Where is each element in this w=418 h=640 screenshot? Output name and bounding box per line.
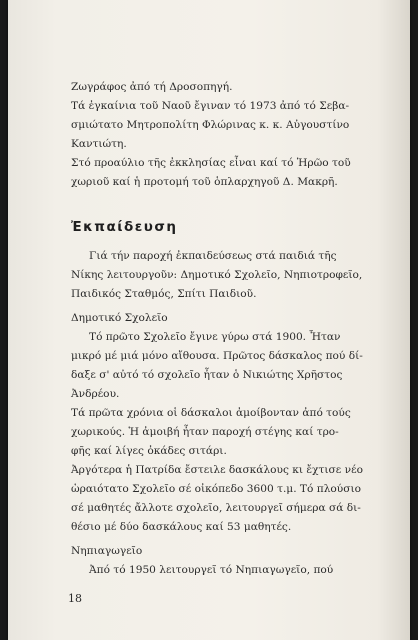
page-content (71, 78, 376, 580)
text-line: Ἀπό τό 1950 λειτουργεῖ τό Νηπιαγωγεῖο, πού (89, 564, 334, 576)
subheading-primary-school: Δημοτικό Σχολεῖο (71, 312, 168, 324)
text-line: Νίκης λειτουργοῦν: Δημοτικό Σχολεῖο, Νηπιοτροφεῖο, (71, 269, 363, 281)
subheading-kindergarten: Νηπιαγωγεῖο (71, 545, 143, 557)
text-line: σμιώτατο Μητροπολίτη Φλώρινας κ. κ. Αὐγουστίνο (71, 119, 350, 131)
page-number: 18 (68, 592, 82, 605)
text-line: δαξε σ' αὐτό τό σχολεῖο ἦταν ὁ Νικιώτης Χρῆστος (71, 369, 343, 381)
text-line: Τό πρῶτο Σχολεῖο ἔγινε γύρω στά 1900. Ἦταν (89, 331, 341, 343)
text-line: μικρό μέ μιά μόνο αἴθουσα. Πρῶτος δάσκαλος πού δί- (71, 350, 363, 362)
book-page (8, 0, 410, 640)
text-line: χωρικούς. Ἡ ἀμοιβή ἦταν παροχή στέγης καί τρο- (71, 426, 339, 438)
intro-line: Ζωγράφος ἀπό τή Δροσοπηγή. (71, 81, 233, 93)
new-school-paragraph (71, 461, 376, 537)
teacher-pay-paragraph (71, 404, 376, 461)
text-line: Τά ἐγκαίνια τοῦ Ναοῦ ἔγιναν τό 1973 ἀπό τό Σεβα- (71, 100, 350, 112)
text-line: ὡραιότατο Σχολεῖο σέ οἰκόπεδο 3600 τ.μ. Τό πλούσιο (71, 483, 361, 495)
text-line: Γιά τήν παροχή ἐκπαιδεύσεως στά παιδιά τῆς (89, 250, 337, 262)
text-line: Ἀνδρέου. (71, 388, 120, 400)
inauguration-paragraph (71, 97, 376, 154)
text-line: Στό προαύλιο τῆς ἐκκλησίας εἶναι καί τό Ἡρῶο τοῦ (71, 157, 351, 169)
text-line: Παιδικός Σταθμός, Σπίτι Παιδιοῦ. (71, 288, 257, 300)
text-line: Καντιώτη. (71, 138, 127, 150)
text-line: φῆς καί λίγες ὀκάδες σιτάρι. (71, 445, 227, 457)
text-line: χωριοῦ καί ἡ προτομή τοῦ ὁπλαρχηγοῦ Δ. Μακρῆ. (71, 176, 338, 188)
text-line: Τά πρῶτα χρόνια οἱ δάσκαλοι ἀμοίβονταν ἀπό τούς (71, 407, 351, 419)
education-paragraph (71, 247, 376, 304)
school-history-paragraph (71, 328, 376, 404)
section-heading-education: Ἐκπαίδευση (71, 219, 178, 235)
text-line: θέσιο μέ δύο δασκάλους καί 53 μαθητές. (71, 521, 292, 533)
text-line: Ἀργότερα ἡ Πατρίδα ἔστειλε δασκάλους κι ἔχτισε νέο (71, 464, 363, 476)
text-line: σέ μαθητές ἄλλοτε σχολεῖο, λειτουργεῖ σήμερα σά δι- (71, 502, 361, 514)
courtyard-paragraph (71, 154, 376, 192)
kindergarten-paragraph (71, 561, 376, 580)
